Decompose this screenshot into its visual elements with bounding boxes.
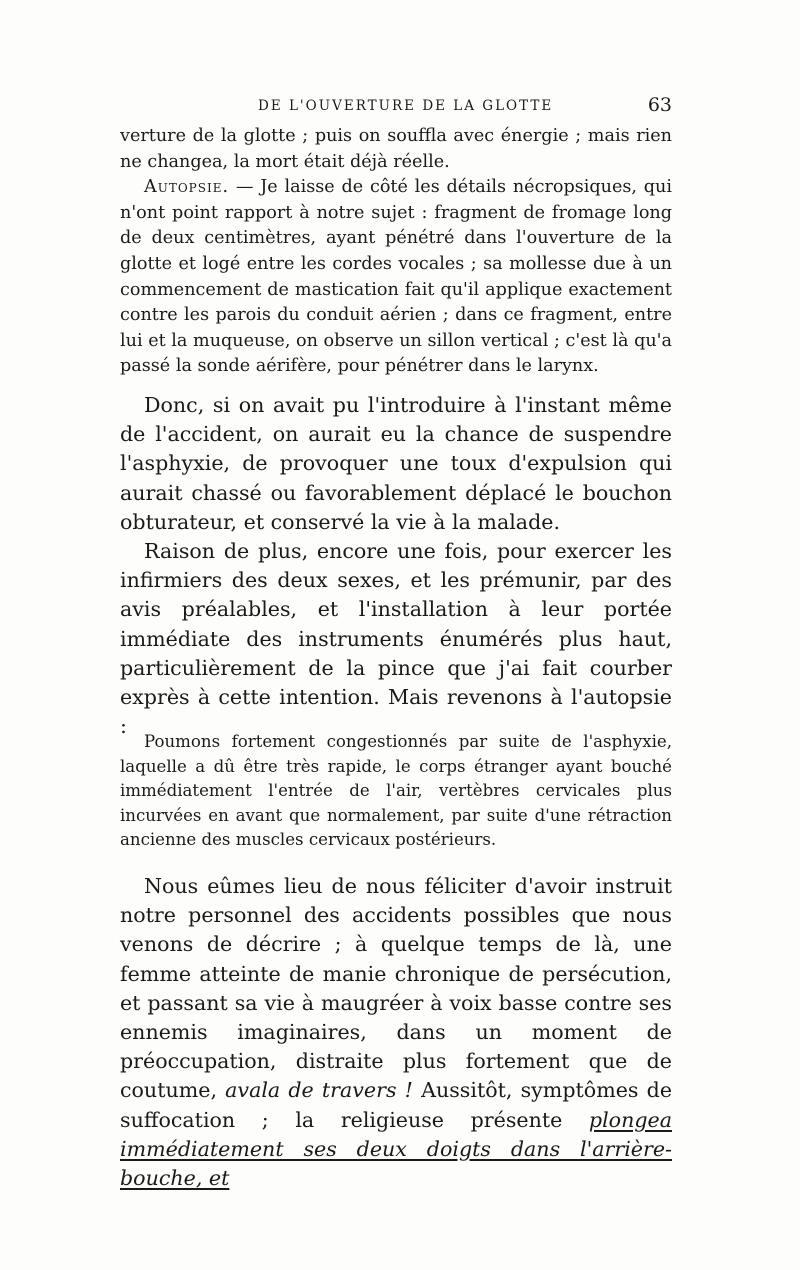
autopsy-text: — Je laisse de côté les détails nécropsiques, qui n'ont point rapport à notre sujet : fragment de fromage long de deux centimètres, ayant pénétré dans l'ouverture de la glotte et logé entre les cordes vocales ; sa mollesse due à un commencement de mastication fait qu'il applique exactement contre les parois du conduit aérien ; dans ce fragment, entre lui et la muqueuse, on observe un sillon vertical ; c'est là qu'a passé la sonde aérifère, pour pénétrer dans le larynx.	[120, 177, 672, 377]
second-case-emphasis-1: avala de travers !	[225, 1078, 413, 1103]
autopsy-heading: Autopsie.	[144, 177, 230, 198]
commentary-paragraph-1: Donc, si on avait pu l'introduire à l'instant même de l'accident, on aurait eu la chance de suspendre l'asphyxie, de provoquer une toux d'expulsion qui aurait chassé ou favorablement déplacé le bouchon obturateur, et conservé la vie à la malade.	[120, 393, 672, 534]
case-continuation: verture de la glotte ; puis on souffla avec énergie ; mais rien ne changea, la mort était déjà réelle.	[120, 126, 672, 172]
second-case-text-1: Nous eûmes lieu de nous féliciter d'avoir instruit notre personnel des accidents possibles que nous venons de décrire ; à quelque temps de là, une femme atteinte de manie chronique de persécution, et passant sa vie à maugréer à voix basse contre ses ennemis imaginaires, dans un moment de préoccupation, distraite plus fortement que de coutume,	[120, 874, 672, 1103]
autopsy-findings-block	[120, 730, 672, 853]
running-head: DE L'OUVERTURE DE LA GLOTTE	[258, 98, 554, 114]
page-number: 63	[647, 94, 672, 116]
page-header	[120, 94, 672, 120]
second-case-text-2: Aussitôt, symptômes de suffocation ; la religieuse présente	[120, 1078, 673, 1132]
commentary	[120, 391, 672, 741]
commentary-paragraph-2: Raison de plus, encore une fois, pour exercer les infirmiers des deux sexes, et les prémunir, par des avis préalables, et l'installation à leur portée immédiate des instruments énumérés plus haut, particulièrement de la pince que j'ai fait courber exprès à cette intention. Mais revenons à l'autopsie :	[120, 539, 672, 739]
second-case	[120, 872, 672, 1193]
autopsy-findings: Poumons fortement congestionnés par suite de l'asphyxie, laquelle a dû être très rapide, le corps étranger ayant bouché immédiatement l'entrée de l'air, vertèbres cervicales plus incurvées en avant que normalement, par suite d'une rétraction ancienne des muscles cervicaux postérieurs.	[120, 732, 672, 849]
case-report	[120, 124, 672, 380]
second-case-paragraph	[120, 872, 672, 1193]
underlined-passage: plongea immédiatement ses deux doigts dans l'arrière-bouche, et	[120, 1107, 672, 1191]
autopsy-paragraph	[120, 175, 672, 380]
